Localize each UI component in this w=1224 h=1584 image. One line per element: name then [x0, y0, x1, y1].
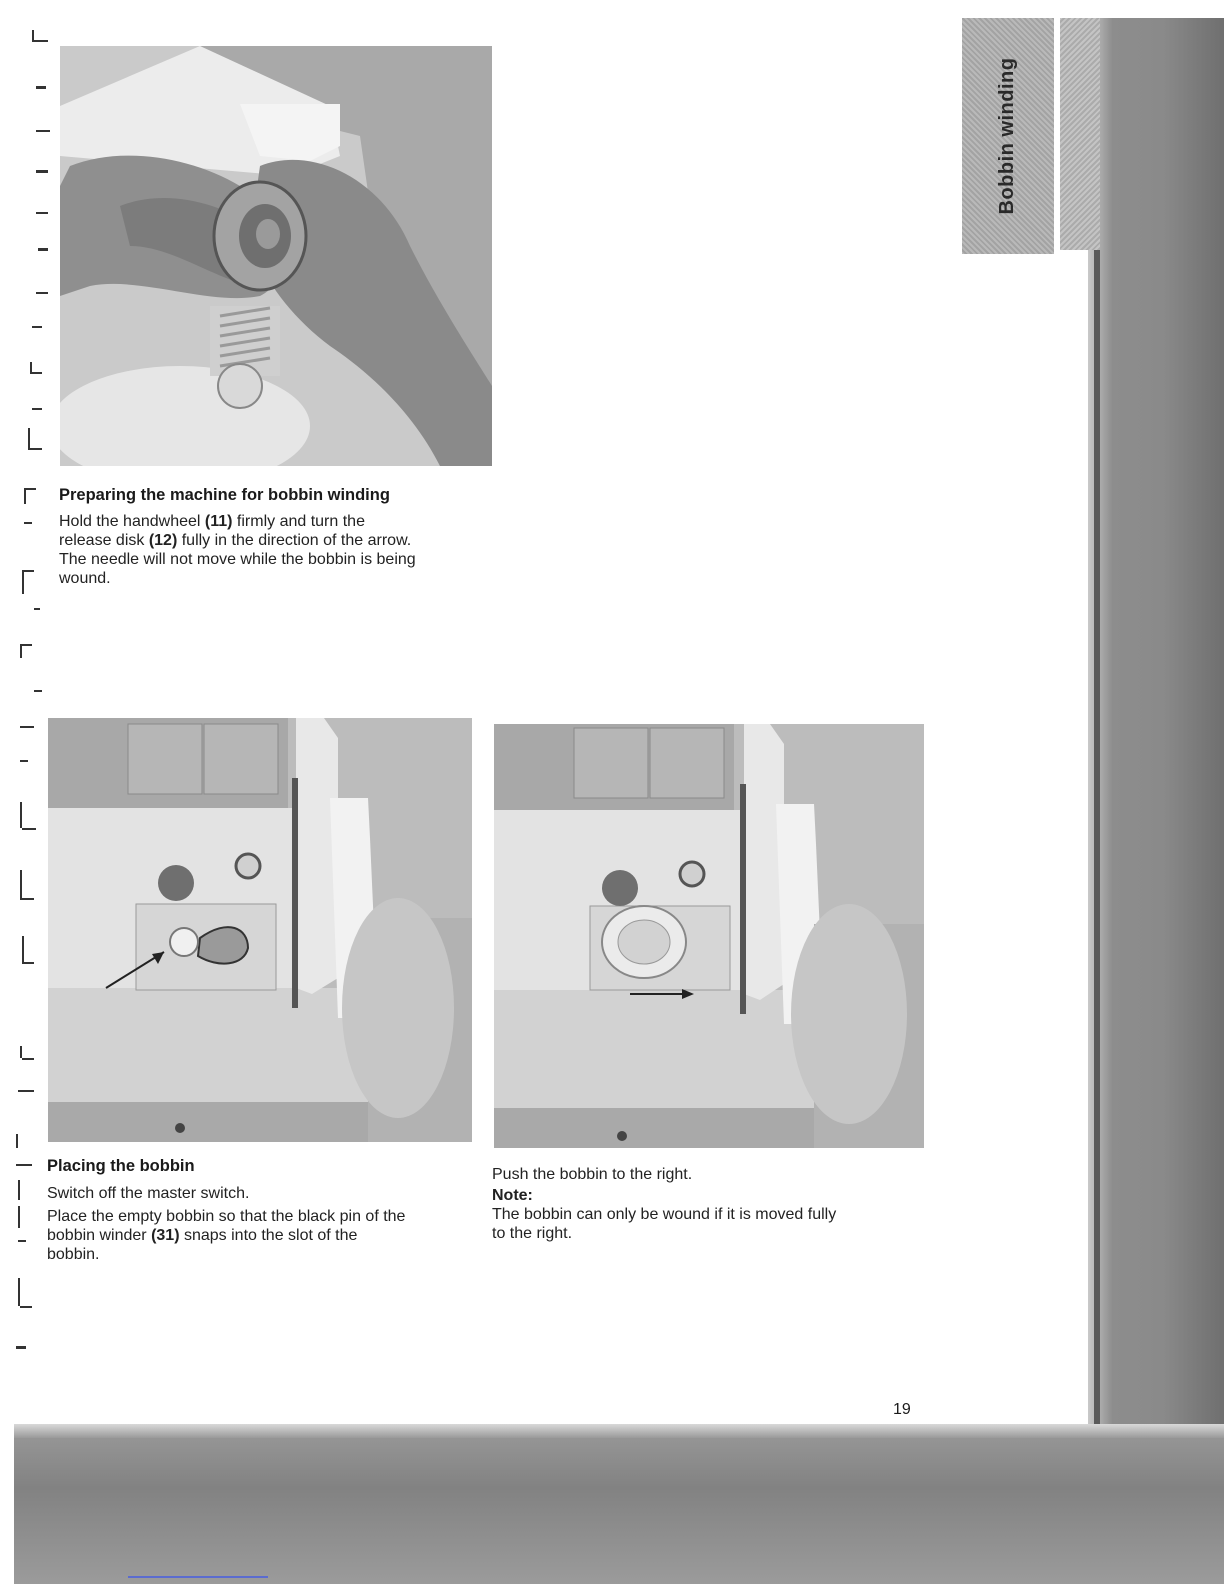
photo-hands-turning-handwheel: [60, 46, 492, 466]
scan-artifact-line: [128, 1576, 268, 1578]
section-heading-preparing: Preparing the machine for bobbin winding: [59, 486, 390, 504]
scan-bottom-shadow: [14, 1424, 1224, 1584]
section-body-preparing: Hold the handwheel (11) firmly and turn the release disk (12) fully in the direction of the arrow. The needle will not move while the bobbin is being wound.: [59, 513, 416, 587]
adjacent-section-tab: [1060, 18, 1100, 250]
section-heading-placing: Placing the bobbin: [47, 1157, 195, 1175]
section-tab-label: Bobbin winding: [996, 57, 1018, 215]
page-number: 19: [893, 1401, 911, 1418]
photo-bobbin-pushed-right: [494, 724, 924, 1148]
photo-bobbin-winder-with-arrow: [48, 718, 472, 1142]
section-body-placing: Switch off the master switch. Place the empty bobbin so that the black pin of the bobbin winder (31) snaps into the slot of the bobbin.: [47, 1185, 406, 1263]
binder-margin-marks: [12, 30, 52, 1390]
scan-edge-shadow: [1088, 18, 1224, 1448]
section-body-pushing: Push the bobbin to the right. Note: The bobbin can only be wound if it is moved fully to the right.: [492, 1165, 912, 1243]
note-label: Note:: [492, 1187, 533, 1204]
section-tab: [962, 18, 1054, 254]
